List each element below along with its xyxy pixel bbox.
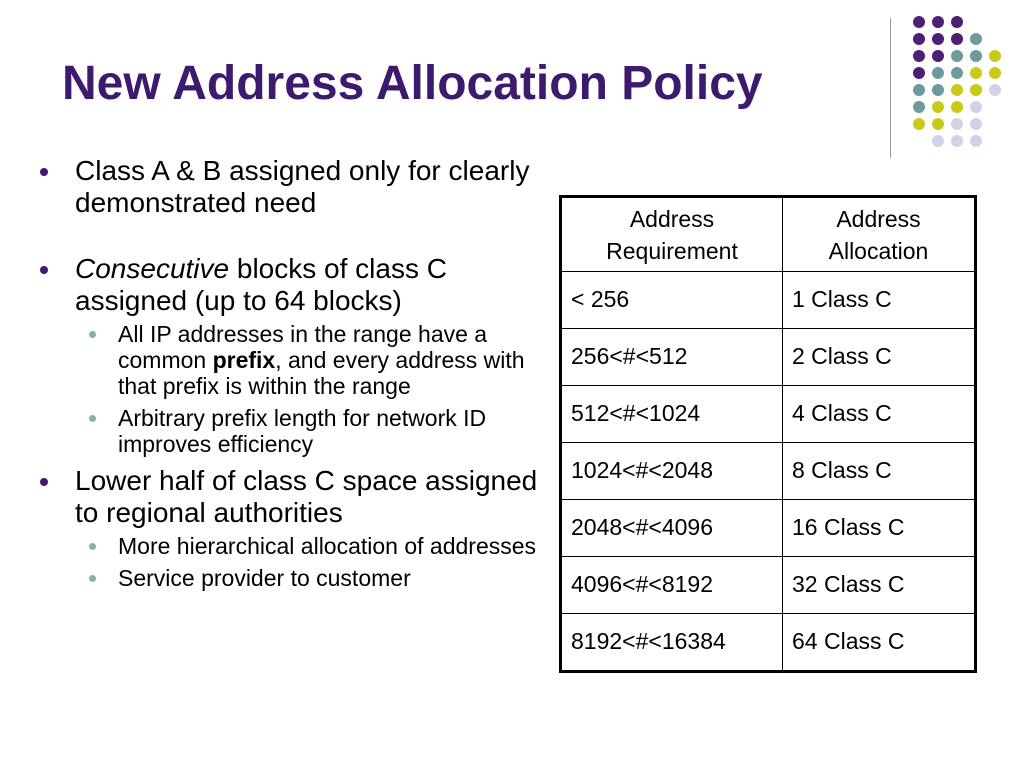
cell-requirement: 4096<#<8192 [561, 557, 783, 614]
dot [970, 118, 982, 130]
bullet-item [38, 155, 538, 219]
table-row [561, 614, 976, 672]
header-address-requirement: Address Requirement [561, 197, 783, 272]
dot [989, 67, 1001, 79]
dot [970, 84, 982, 96]
dot [932, 135, 944, 147]
dot [913, 16, 925, 28]
dot [932, 84, 944, 96]
dot [989, 84, 1001, 96]
bullet-text: blocks of class C assigned (up to 64 blocks) [75, 253, 447, 316]
sub-bullet-item [38, 533, 538, 559]
dot [951, 101, 963, 113]
cell-allocation: 8 Class C [783, 443, 976, 500]
dot [951, 118, 963, 130]
dot [913, 101, 925, 113]
slide-title: New Address Allocation Policy [62, 57, 763, 110]
table-row [561, 500, 976, 557]
bullet-text-italic: Consecutive [75, 253, 230, 284]
cell-allocation: 16 Class C [783, 500, 976, 557]
dot [951, 33, 963, 45]
bullet-text: Lower half of class C space assigned to regional authorities [75, 465, 538, 528]
dot [951, 84, 963, 96]
dot [951, 16, 963, 28]
dot [932, 50, 944, 62]
dot [951, 50, 963, 62]
table-header-row [561, 197, 976, 272]
dot [970, 50, 982, 62]
bullet-item [38, 465, 538, 529]
dot [913, 50, 925, 62]
dot [932, 118, 944, 130]
cell-requirement: 8192<#<16384 [561, 614, 783, 672]
cell-requirement: 2048<#<4096 [561, 500, 783, 557]
dot [951, 135, 963, 147]
bullet-list [38, 155, 538, 591]
dot [951, 67, 963, 79]
dot [970, 33, 982, 45]
cell-allocation: 4 Class C [783, 386, 976, 443]
dot [932, 16, 944, 28]
sub-bullet-text: All IP addresses in the range have a common [118, 321, 488, 373]
table-row [561, 557, 976, 614]
sub-bullet-text: Arbitrary prefix length for network ID improves efficiency [118, 405, 487, 457]
decorative-dot-grid [0, 0, 1024, 160]
dot [970, 67, 982, 79]
table-row [561, 329, 976, 386]
table-row [561, 443, 976, 500]
sub-bullet-text: More hierarchical allocation of addresses [118, 533, 537, 559]
bullet-text: Class A & B assigned only for clearly demonstrated need [75, 155, 530, 218]
dot [913, 33, 925, 45]
sub-bullet-text: Service provider to customer [118, 565, 411, 591]
sub-bullet-text-bold: prefix [212, 347, 276, 373]
cell-requirement: 512<#<1024 [561, 386, 783, 443]
sub-bullet-text: , and every address with that prefix is within the range [118, 347, 525, 399]
header-address-allocation: Address Allocation [783, 197, 976, 272]
table-row [561, 386, 976, 443]
cell-allocation: 2 Class C [783, 329, 976, 386]
dot [913, 67, 925, 79]
dot [989, 50, 1001, 62]
cell-allocation: 1 Class C [783, 272, 976, 329]
dot [970, 135, 982, 147]
sub-bullet-item [38, 565, 538, 591]
sub-bullet-item [38, 405, 538, 457]
dot [932, 33, 944, 45]
dot [932, 101, 944, 113]
cell-allocation: 64 Class C [783, 614, 976, 672]
cell-requirement: 256<#<512 [561, 329, 783, 386]
cell-requirement: < 256 [561, 272, 783, 329]
bullet-item [38, 253, 538, 317]
sub-bullet-item [38, 321, 538, 399]
dot [970, 101, 982, 113]
table-row [561, 272, 976, 329]
allocation-table [559, 195, 977, 673]
dot [932, 67, 944, 79]
cell-requirement: 1024<#<2048 [561, 443, 783, 500]
dot [913, 118, 925, 130]
cell-allocation: 32 Class C [783, 557, 976, 614]
dot [913, 84, 925, 96]
